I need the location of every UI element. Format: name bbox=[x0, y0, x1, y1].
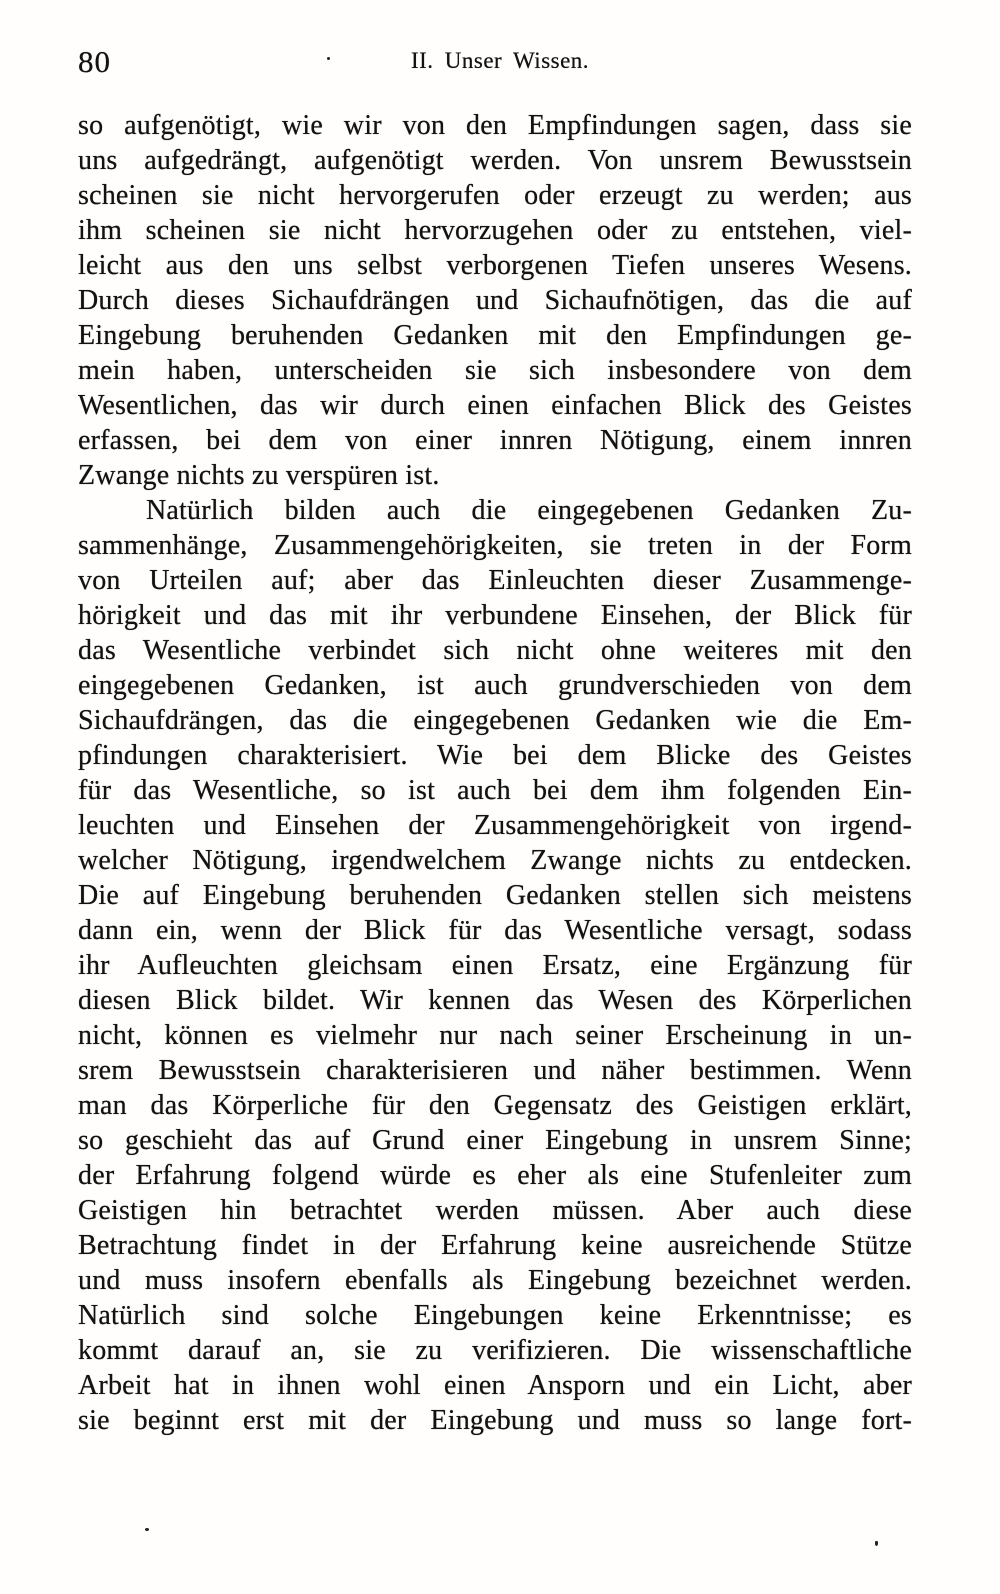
text-line: leuchten und Einsehen der Zusammengehörigkeit von irgend- bbox=[78, 810, 912, 841]
text-line: scheinen sie nicht hervorgerufen oder erzeugt zu werden; aus bbox=[78, 180, 912, 211]
text-line: sie beginnt erst mit der Eingebung und muss so lange fort- bbox=[78, 1405, 912, 1436]
text-line: mein haben, unterscheiden sie sich insbesondere von dem bbox=[78, 355, 912, 386]
text-line: Betrachtung findet in der Erfahrung keine ausreichende Stütze bbox=[78, 1230, 912, 1261]
text-line: Eingebung beruhenden Gedanken mit den Empfindungen ge- bbox=[78, 320, 912, 351]
text-line: kommt darauf an, sie zu verifizieren. Die wissenschaftliche bbox=[78, 1335, 912, 1366]
text-line: man das Körperliche für den Gegensatz des Geistigen erklärt, bbox=[78, 1090, 912, 1121]
text-line: Durch dieses Sichaufdrängen und Sichaufnötigen, das die auf bbox=[78, 285, 912, 316]
text-line: von Urteilen auf; aber das Einleuchten dieser Zusammenge- bbox=[78, 565, 912, 596]
text-line: Arbeit hat in ihnen wohl einen Ansporn und ein Licht, aber bbox=[78, 1370, 912, 1401]
text-line: Sichaufdrängen, das die eingegebenen Gedanken wie die Em- bbox=[78, 705, 912, 736]
scan-speck bbox=[145, 1528, 149, 1531]
text-line: so aufgenötigt, wie wir von den Empfindungen sagen, dass sie bbox=[78, 110, 912, 141]
text-line: das Wesentliche verbindet sich nicht ohne weiteres mit den bbox=[78, 635, 912, 666]
text-line: welcher Nötigung, irgendwelchem Zwange nichts zu entdecken. bbox=[78, 845, 912, 876]
text-line: nicht, können es vielmehr nur nach seiner Erscheinung in un- bbox=[78, 1020, 912, 1051]
text-line: Natürlich bilden auch die eingegebenen Gedanken Zu- bbox=[146, 495, 912, 526]
text-line: für das Wesentliche, so ist auch bei dem ihm folgenden Ein- bbox=[78, 775, 912, 806]
text-line: pfindungen charakterisiert. Wie bei dem Blicke des Geistes bbox=[78, 740, 912, 771]
text-line: und muss insofern ebenfalls als Eingebung bezeichnet werden. bbox=[78, 1265, 912, 1296]
text-line: Zwange nichts zu verspüren ist. bbox=[78, 460, 440, 491]
text-line: der Erfahrung folgend würde es eher als eine Stufenleiter zum bbox=[78, 1160, 912, 1191]
running-header: II. Unser Wissen. bbox=[410, 48, 590, 73]
text-line: hörigkeit und das mit ihr verbundene Einsehen, der Blick für bbox=[78, 600, 912, 631]
text-line: eingegebenen Gedanken, ist auch grundverschieden von dem bbox=[78, 670, 912, 701]
text-line: uns aufgedrängt, aufgenötigt werden. Von unsrem Bewusstsein bbox=[78, 145, 912, 176]
text-line: ihm scheinen sie nicht hervorzugehen oder zu entstehen, viel- bbox=[78, 215, 912, 246]
text-line: sammenhänge, Zusammengehörigkeiten, sie treten in der Form bbox=[78, 530, 912, 561]
body-text bbox=[78, 108, 912, 1438]
text-line: Wesentlichen, das wir durch einen einfachen Blick des Geistes bbox=[78, 390, 912, 421]
text-line: diesen Blick bildet. Wir kennen das Wesen des Körperlichen bbox=[78, 985, 912, 1016]
text-line: Geistigen hin betrachtet werden müssen. Aber auch diese bbox=[78, 1195, 912, 1226]
text-line: ihr Aufleuchten gleichsam einen Ersatz, eine Ergänzung für bbox=[78, 950, 912, 981]
text-line: srem Bewusstsein charakterisieren und näher bestimmen. Wenn bbox=[78, 1055, 912, 1086]
text-line: erfassen, bei dem von einer innren Nötigung, einem innren bbox=[78, 425, 912, 456]
text-line: Die auf Eingebung beruhenden Gedanken stellen sich meistens bbox=[78, 880, 912, 911]
text-line: leicht aus den uns selbst verborgenen Tiefen unseres Wesens. bbox=[78, 250, 912, 281]
text-line: so geschieht das auf Grund einer Eingebung in unsrem Sinne; bbox=[78, 1125, 912, 1156]
text-line: Natürlich sind solche Eingebungen keine Erkenntnisse; es bbox=[78, 1300, 912, 1331]
scan-speck bbox=[875, 1541, 878, 1546]
page-number: 80 bbox=[78, 44, 111, 79]
text-line: dann ein, wenn der Blick für das Wesentliche versagt, sodass bbox=[78, 915, 912, 946]
scan-speck bbox=[327, 57, 330, 60]
